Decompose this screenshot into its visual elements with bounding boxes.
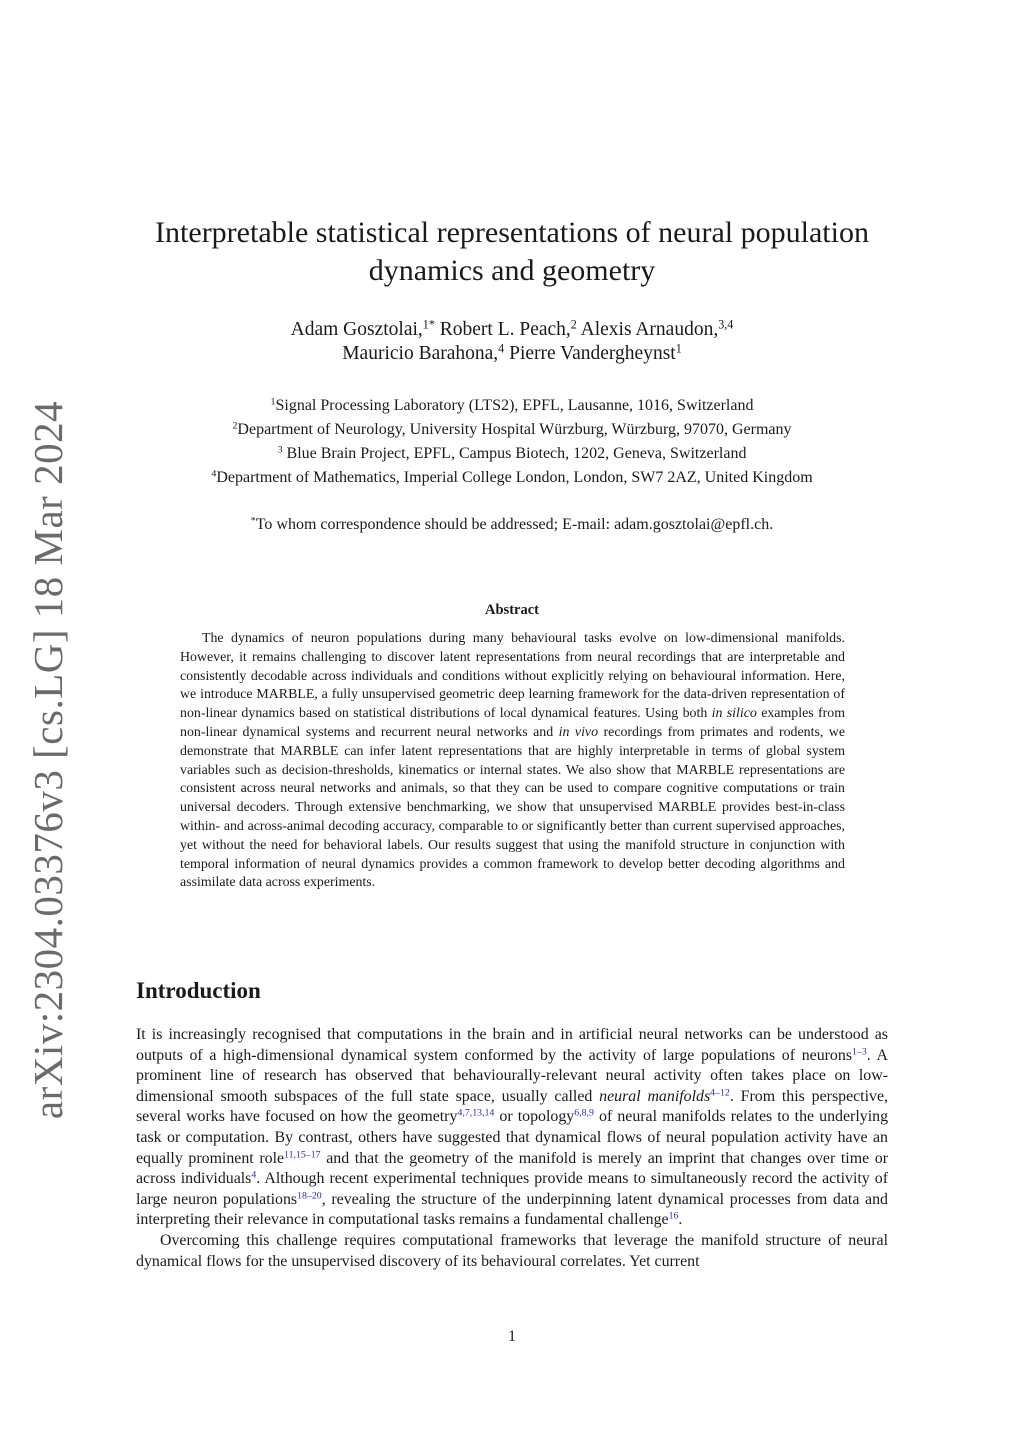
body-text: or topology: [494, 1108, 575, 1126]
body-text: It is increasingly recognised that computations in the brain and in artificial neural networks can be understood as outputs of a high-dimensional dynamical system conformed by the activity of large populations of neurons: [136, 1026, 888, 1064]
author-affiliation-mark: 1*: [422, 317, 435, 332]
body-text: .: [678, 1211, 683, 1229]
affiliation-item: [100, 394, 924, 418]
abstract-text: examples from non-linear dynamical systems and recurrent neural networks and: [180, 706, 846, 740]
citation-link[interactable]: 18–20: [297, 1190, 322, 1202]
abstract-heading: Abstract: [485, 602, 539, 618]
affiliation-text: Signal Processing Laboratory (LTS2), EPFL, Lausanne, 1016, Switzerland: [275, 397, 754, 414]
abstract-text: The dynamics of neuron populations during many behavioural tasks evolve on low-dimensional manifolds. However, it remains challenging to discover latent representations from neural recordings that are interpretable and consistently decodable across individuals and conditions without explicitly relying on behavioural information. Here, we introduce MARBLE, a fully unsupervised geometric deep learning framework for the data-driven representation of non-linear dynamics based on statistical distributions of local dynamical features. Using both: [180, 631, 845, 722]
page-number: 1: [508, 1328, 516, 1345]
author-line-1: [120, 318, 904, 342]
citation-link[interactable]: 16: [668, 1210, 679, 1222]
affiliation-mark: 4: [211, 468, 217, 480]
paper-title: Interpretable statistical representations of neural population dynamics and geometry: [155, 216, 869, 287]
author-list: [120, 318, 904, 366]
citation-link[interactable]: 11,15–17: [284, 1149, 321, 1161]
author-affiliation-mark: 2: [570, 317, 577, 332]
author-affiliation-mark: 1: [675, 341, 682, 356]
affiliation-mark: 2: [232, 420, 238, 432]
abstract-emphasis: in vivo: [558, 724, 599, 740]
body-emphasis: neural manifolds: [599, 1087, 711, 1105]
author-name: Alexis Arnaudon,: [576, 319, 719, 340]
citation-link[interactable]: 4,7,13,14: [457, 1107, 495, 1119]
affiliation-item: [100, 418, 924, 442]
body-text: . From this perspective, several works have focused on how the geometry: [136, 1087, 888, 1126]
arxiv-id: arXiv:2304.03376v3 [cs.LG] 18 Mar 2024: [25, 400, 72, 1120]
introduction-paragraph: [136, 1025, 888, 1231]
affiliation-mark: 3: [277, 444, 283, 456]
author-name: Adam Gosztolai,: [290, 319, 423, 340]
body-text: and that the geometry of the manifold is merely an imprint that changes over time or across individuals: [136, 1149, 888, 1188]
abstract-text: recordings from primates and rodents, we demonstrate that MARBLE can infer latent representations that are highly interpretable in terms of global system variables such as decision-thresholds, kinematics or internal states. We also show that MARBLE representations are consistent across neural networks and animals, so that they can be used to compare cognitive computations or train universal decoders. Through extensive benchmarking, we show that unsupervised MARBLE provides best-in-class within- and across-animal decoding accuracy, comparable to or significantly better than current supervised approaches, yet without the need for behavioral labels. Our results suggest that using the manifold structure in conjunction with temporal information of neural dynamics provides a common framework to develop better decoding algorithms and assimilate data across experiments.: [180, 724, 845, 891]
citation-link[interactable]: 6,8,9: [574, 1107, 594, 1119]
section-heading-introduction: Introduction: [136, 978, 261, 1003]
affiliation-mark: 1: [270, 396, 276, 408]
affiliation-text: Department of Neurology, University Hospital Würzburg, Würzburg, 97070, Germany: [237, 421, 792, 438]
affiliation-item: [100, 466, 924, 490]
body-text: . A prominent line of research has observed that behaviourally-relevant neural activity often takes place on low-dimensional smooth subspaces of the full state space, usually called: [136, 1046, 888, 1105]
correspondence-note: [100, 514, 924, 536]
arxiv-stamp: [6, 400, 91, 1120]
citation-link[interactable]: 4: [251, 1169, 257, 1181]
citation-link[interactable]: 4–12: [710, 1087, 730, 1099]
citation-link[interactable]: 1–3: [852, 1046, 867, 1058]
affiliation-text: Department of Mathematics, Imperial College London, London, SW7 2AZ, United Kingdom: [216, 469, 813, 486]
author-line-2: [120, 342, 904, 366]
affiliation-list: [100, 394, 924, 490]
author-name: Mauricio Barahona,: [342, 343, 499, 364]
author-name: Robert L. Peach,: [434, 319, 571, 340]
correspondence-text: To whom correspondence should be addressed; E-mail: adam.gosztolai@epfl.ch.: [255, 516, 774, 533]
correspondence-mark: *: [250, 515, 256, 527]
introduction-paragraph: Overcoming this challenge requires computational frameworks that leverage the manifold structure of neural dynamical flows for the unsupervised discovery of its behavioural correlates. Yet current: [136, 1231, 888, 1270]
introduction-body: [136, 1025, 888, 1272]
abstract-body: [180, 630, 845, 893]
affiliation-item: [100, 442, 924, 466]
body-text: , revealing the structure of the underpinning latent dynamical processes from data and interpreting their relevance in computational tasks remains a fundamental challenge: [136, 1190, 888, 1229]
author-affiliation-mark: 4: [498, 341, 505, 356]
affiliation-text: Blue Brain Project, EPFL, Campus Biotech, 1202, Geneva, Switzerland: [282, 445, 747, 462]
body-text: of neural manifolds relates to the underlying task or computation. By contrast, others have suggested that dynamical flows of neural population activity have an equally prominent role: [136, 1108, 889, 1167]
body-text: . Although recent experimental techniques provide means to simultaneously record the activity of large neuron populations: [136, 1170, 888, 1208]
author-name: Pierre Vandergheynst: [504, 343, 676, 364]
author-affiliation-mark: 3,4: [718, 317, 734, 332]
abstract-emphasis: in silico: [711, 706, 757, 722]
